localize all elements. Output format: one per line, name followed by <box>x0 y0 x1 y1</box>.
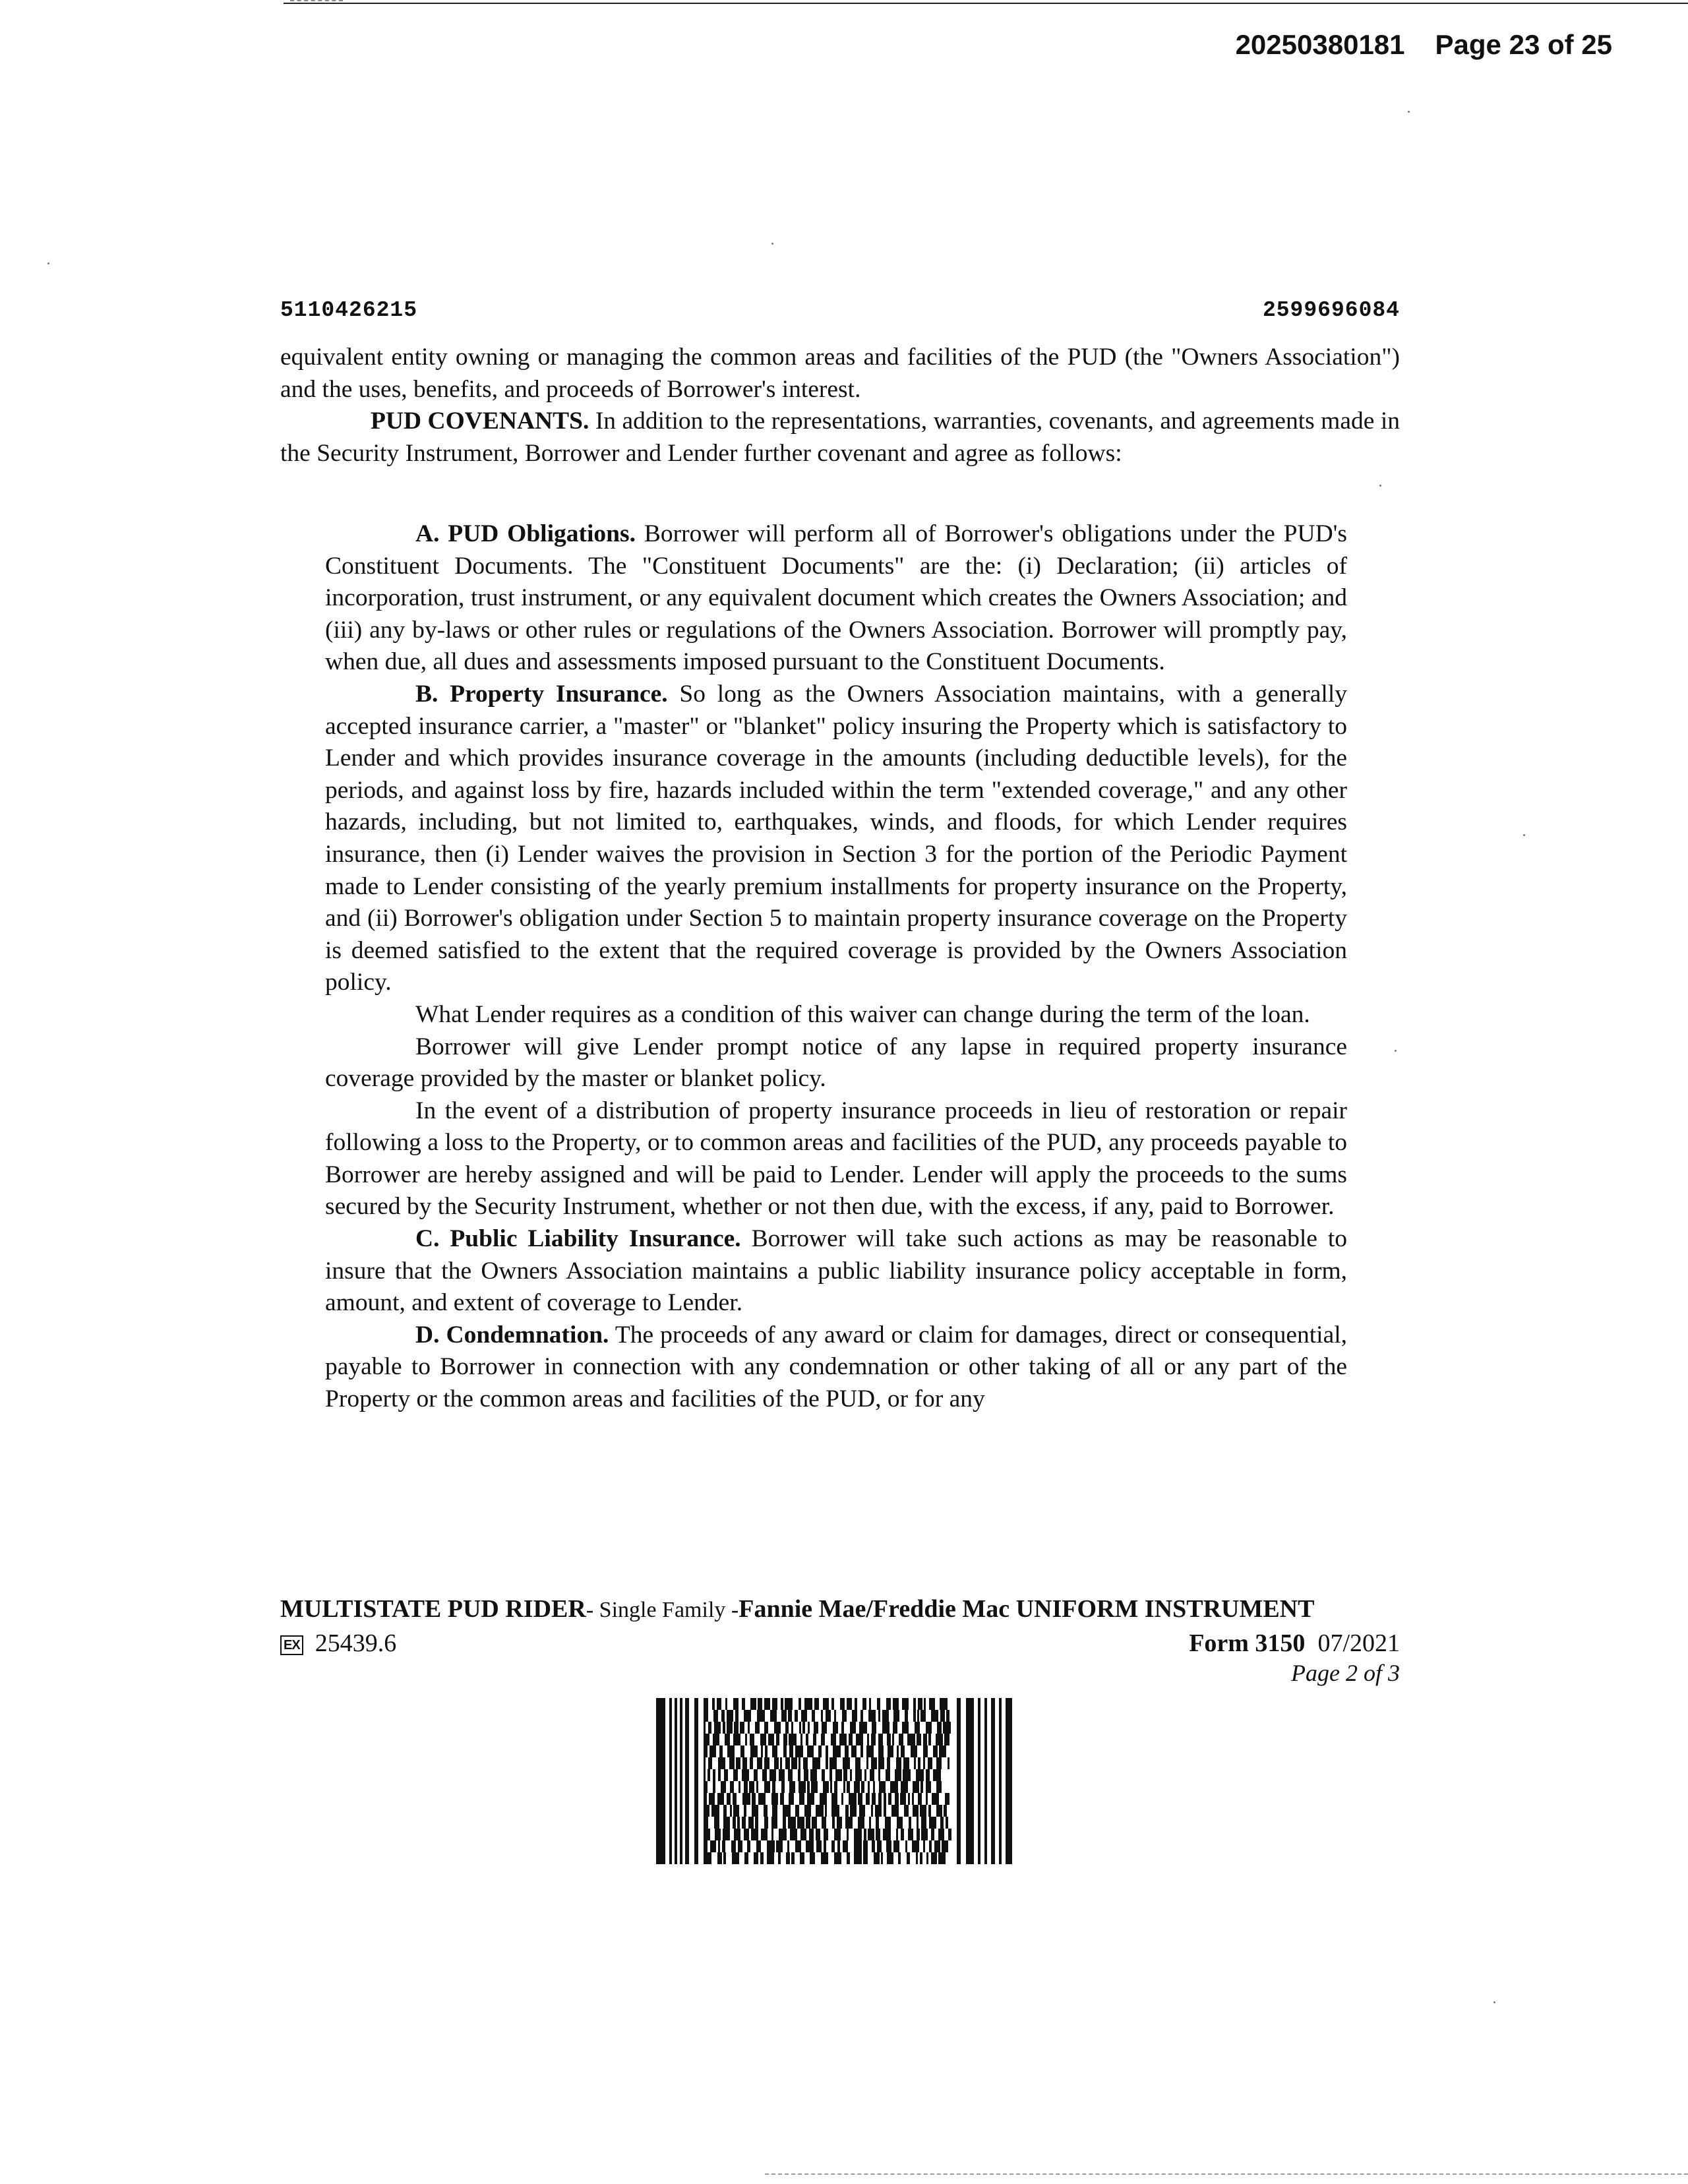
scan-speck <box>1395 1050 1397 1052</box>
loan-id-left: 5110426215 <box>280 298 418 322</box>
section-a <box>325 518 1347 679</box>
section-c-heading: C. Public Liability Insurance. <box>415 1225 741 1253</box>
section-b-text: So long as the Owners Association maintains, with a generally accepted insurance carrier, a "master" or "blanket" policy insuring the Property which is satisfactory to Lender and which provides insurance coverage in the amounts (including deductible levels), for the periods, and against loss by fire, hazards included within the term "extended coverage," and any other hazards, including, but not limited to, earthquakes, winds, and floods, for which Lender requires insurance, then (i) Lender waives the provision in Section 3 for the portion of the Periodic Payment made to Lender consisting of the yearly premium installments for property insurance on the Property, and (ii) Borrower's obligation under Section 5 to maintain property insurance coverage on the Property is deemed satisfied to the extent that the required coverage is provided by the Owners Association policy. <box>325 680 1347 996</box>
section-d-heading: D. Condemnation. <box>415 1321 609 1349</box>
footer-doc-code: 25439.6 <box>315 1629 397 1657</box>
section-d <box>325 1320 1347 1416</box>
intro-block <box>280 342 1400 470</box>
footer-form-label: Form 3150 <box>1189 1629 1306 1657</box>
section-b-distribution: In the event of a distribution of property insurance proceeds in lieu of restoration or repair following a loss to the Property, or to common areas and facilities of the PUD, any proceeds payable to Borrower are hereby assigned and will be paid to Lender. Lender will apply the proceeds to the sums secured by the Security Instrument, whether or not then due, with the excess, if any, paid to Borrower. <box>325 1097 1347 1221</box>
sections-block <box>325 518 1347 1416</box>
footer-title-instrument: Fannie Mae/Freddie Mac UNIFORM INSTRUMENT <box>738 1595 1315 1623</box>
section-b <box>325 679 1347 999</box>
scan-bottom-border <box>765 2173 1688 2176</box>
loan-id-right: 2599696084 <box>1262 298 1400 322</box>
section-b-heading: B. Property Insurance. <box>415 680 668 708</box>
scan-speck <box>1379 485 1381 487</box>
footer-form-date: 07/2021 <box>1317 1629 1400 1657</box>
footer-title-family: - Single Family - <box>586 1598 739 1622</box>
scan-top-border <box>284 3 1688 4</box>
recording-number: 20250380181 <box>1235 29 1405 60</box>
footer-title <box>280 1594 1400 1623</box>
section-d-text: The proceeds of any award or claim for damages, direct or consequential, payable to Borrower in connection with any condemnation or other taking of all or any part of the Property or the common areas and facilities of the PUD, or for any <box>325 1321 1348 1413</box>
form-footer <box>280 1594 1400 1687</box>
section-a-heading: A. PUD Obligations. <box>415 520 636 547</box>
pud-covenants-heading: PUD COVENANTS. <box>371 408 589 435</box>
footer-page-of: Page 2 of 3 <box>1291 1660 1400 1686</box>
pdf417-barcode-icon <box>656 1698 1015 1864</box>
pud-covenants-paragraph <box>280 406 1400 470</box>
scan-speck <box>1408 111 1410 113</box>
section-a-text: Borrower will perform all of Borrower's obligations under the PUD's Constituent Documents. The "Constituent Documents" are the: (i) Declaration; (ii) articles of incorporation, trust instrument, or any equivalent document which creates the Owners Association; and (iii) any by-laws or other rules or regulations of the Owners Association. Borrower will promptly pay, when due, all dues and assessments imposed pursuant to the Constituent Documents. <box>325 520 1348 676</box>
loan-id-row <box>280 298 1400 322</box>
scan-speck <box>1493 2001 1495 2003</box>
page-label: Page 23 of 25 <box>1435 29 1612 60</box>
scan-speck <box>1523 834 1525 836</box>
section-b-waiver: What Lender requires as a condition of this waiver can change during the term of the loan. <box>415 1000 1310 1028</box>
scan-top-dash <box>290 0 343 3</box>
scan-speck <box>771 243 773 245</box>
section-c-text: Borrower will take such actions as may be reasonable to insure that the Owners Association maintains a public liability insurance policy acceptable in form, amount, and extent of coverage to Lender. <box>325 1225 1347 1317</box>
ex-badge-icon: EX <box>280 1635 303 1655</box>
intro-paragraph: equivalent entity owning or managing the common areas and facilities of the PUD (the "Owners Association") and the uses, benefits, and proceeds of Borrower's interest. <box>280 344 1400 403</box>
footer-codes <box>280 1629 1400 1658</box>
section-c <box>325 1223 1347 1320</box>
footer-form-group <box>1189 1629 1400 1658</box>
footer-title-rider: MULTISTATE PUD RIDER <box>280 1595 586 1623</box>
section-b-notice: Borrower will give Lender prompt notice of any lapse in required property insurance coverage provided by the master or blanket policy. <box>325 1033 1347 1093</box>
recording-header <box>1236 29 1612 61</box>
pud-covenants-text: In addition to the representations, warranties, covenants, and agreements made in the Security Instrument, Borrower and Lender further covenant and agree as follows: <box>280 408 1400 467</box>
scan-speck <box>47 262 49 264</box>
footer-doc-code-group <box>280 1629 396 1658</box>
